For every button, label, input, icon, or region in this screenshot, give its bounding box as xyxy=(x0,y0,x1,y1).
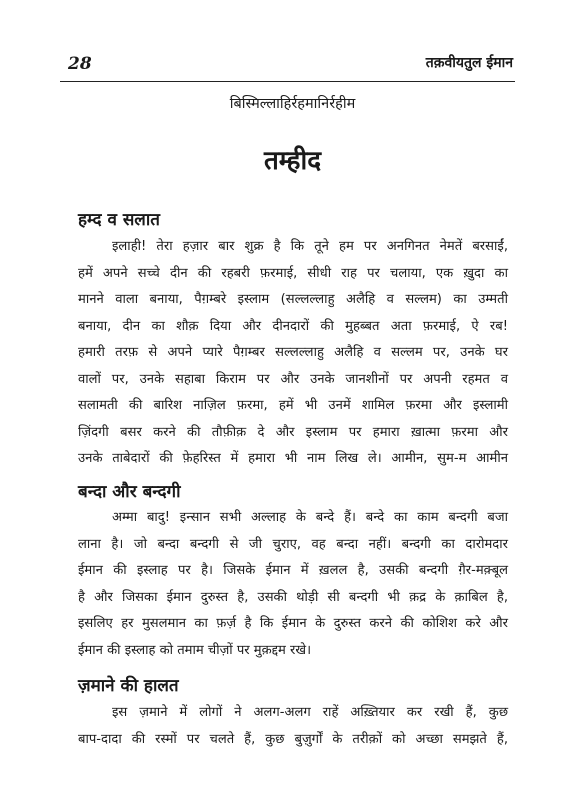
header-rule xyxy=(60,81,515,82)
text-line: उनके ताबेदारों की फ़ेहरिस्त में हमारा भी नाम लिख ले। आमीन, सुम-म आमीन xyxy=(78,451,508,466)
paragraph-zamana xyxy=(78,700,508,753)
text-line: इस ज़माने में लोगों ने अलग-अलग राहें अख़्तियार कर रखी हैं, कुछ xyxy=(112,705,508,720)
text-line: ज़िंदगी बसर करने की तौफ़ीक़ दे और इस्लाम पर हमारा ख़ात्मा फ़रमा और xyxy=(78,424,508,440)
text-line: अम्मा बादु! इन्सान सभी अल्लाह के बन्दे हैं। बन्दे का काम बन्दगी बजा xyxy=(112,510,508,525)
text-line: सलामती की बारिश नाज़िल फ़रमा, हमें भी उनमें शामिल फ़रमा और इस्लामी xyxy=(78,398,508,413)
section-heading-hamd: हम्द व सलात xyxy=(78,210,160,230)
page-number: 28 xyxy=(68,54,92,74)
text-line: मानने वाला बनाया, पैग़म्बरे इस्लाम (सल्लल्लाहु अलैहि व सल्लम) का उम्मती xyxy=(78,292,508,307)
paragraph-banda xyxy=(78,505,508,664)
text-line: हमें अपने सच्चे दीन की रहबरी फ़रमाई, सीधी राह पर चलाया, एक ख़ुदा का xyxy=(78,265,508,281)
text-line: लाना है। जो बन्दा बन्दगी से जी चुराए, वह बन्दा नहीं। बन्दगी का दारोमदार xyxy=(78,536,508,552)
chapter-title: तम्हीद xyxy=(263,146,322,176)
text-line: बाप-दादा की रस्मों पर चलते हैं, कुछ बुज़ुर्गों के तरीक़ों को अच्छा समझते हैं, xyxy=(78,731,508,747)
text-line: इलाही! तेरा हज़ार बार शुक्र है कि तूने हम पर अनगिनत नेमतें बरसाईं, xyxy=(112,239,508,254)
section-heading-zamana: ज़माने की हालत xyxy=(78,676,179,696)
text-line: वालों पर, उनके सहाबा किराम पर और उनके जानशीनों पर अपनी रहमत व xyxy=(78,371,508,387)
section-heading-banda: बन्दा और बन्दगी xyxy=(78,482,181,502)
running-title: तक़वीयतुल ईमान xyxy=(425,55,513,71)
page-header xyxy=(60,52,515,78)
text-line: हमारी तरफ़ से अपने प्यारे पैग़म्बर सल्लल्लाहु अलैहि व सल्लम पर, उनके घर xyxy=(78,345,508,360)
text-line: ईमान की इस्लाह को तमाम चीज़ों पर मुक़द्दम रखे। xyxy=(78,642,312,658)
bismillah-line: बिस्मिल्लाहिर्रहमानिर्रहीम xyxy=(229,96,356,112)
paragraph-hamd xyxy=(78,234,508,473)
text-line: है और जिसका ईमान दुरुस्त है, उसकी थोड़ी सी बन्दगी भी क़द्र के क़ाबिल है, xyxy=(78,589,508,605)
text-line: इसलिए हर मुसलमान का फ़र्ज़ है कि ईमान के दुरुस्त करने की कोशिश करे और xyxy=(78,616,508,631)
text-line: बनाया, दीन का शौक़ दिया और दीनदारों की मुहब्बत अता फ़रमाई, ऐ रब! xyxy=(78,318,508,334)
text-line: ईमान की इस्लाह पर है। जिसके ईमान में ख़लल है, उसकी बन्दगी ग़ैर-मक़्बूल xyxy=(78,563,508,578)
